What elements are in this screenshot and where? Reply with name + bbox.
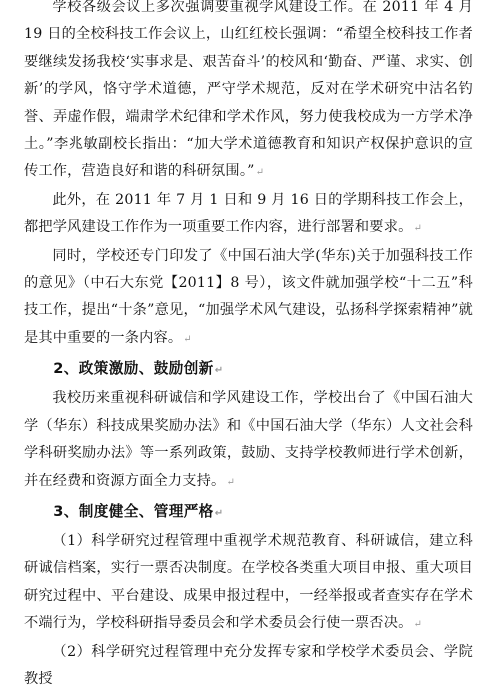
- paragraph-mark-icon: ↵: [214, 365, 224, 377]
- paragraph-reward-policies: 我校历来重视科研诚信和学风建设工作，学校出台了《中国石油大学（华东）科技成果奖励办法》和《中国石油大学（华东）人文社会科学科研奖励办法》等一系列政策，鼓励、支持学校教师进行学术创新，并在经费和资源方面全力支持。↵: [24, 390, 473, 489]
- section-heading-policy-incentives: 2、政策激励、鼓励创新↵: [53, 360, 224, 378]
- paragraph-integrity-veto: （1）科学研究过程管理中重视学术规范教育、科研诚信，建立科研诚信档案，实行一票否决制度。在学校各类重大项目申报、重大项目研究过程中、平台建设、成果申报过程中，一经举报或者查实存在学术不端行为，学校科研指导委员会和学术委员会行使一票否决。↵: [24, 532, 473, 632]
- paragraph-expert-committee: （2）科学研究过程管理中充分发挥专家和学校学术委员会、学院教授: [24, 643, 473, 687]
- paragraph-semester-meetings: 此外，在 2011 年 7 月 1 日和 9 月 16 日的学期科技工作会上，都把学风建设工作作为一项重要工作内容，进行部署和要求。↵: [24, 191, 473, 236]
- paragraph-mark-icon: ↵: [413, 619, 423, 631]
- section-heading-strict-management: 3、制度健全、管理严格↵: [53, 502, 224, 520]
- paragraph-mark-icon: ↵: [255, 167, 265, 179]
- paragraph-mark-icon: ↵: [214, 507, 224, 519]
- paragraph-mark-icon: ↵: [413, 223, 423, 235]
- paragraph-opinion-document: 同时，学校还专门印发了《中国石油大学(华东)关于加强科技工作的意见》（中石大东党【2011】8 号），该文件就加强学校“十二五”科技工作，提出“十条”意见，“加强学术风气建设，弘扬科学探索精神”就是其中重要的一条内容。↵: [24, 247, 473, 346]
- paragraph-meeting-emphasis: 学校各级会议上多次强调要重视学风建设工作。在 2011 年 4 月 19 日的全校科技工作会议上，山红红校长强调：“希望全校科技工作者要继续发扬我校‘实事求是、艰苦奋斗’的校风和‘勤奋、严谨、求实、创新’的学风，恪守学术道德，严守学术规范，反对在学术研究中沽名钓誉、弄虚作假，端肃学术纪律和学术作风，努力使我校成为一方学术净土。”李兆敏副校长指出：“加大学术道德教育和知识产权保护意识的宣传工作，营造良好和谐的科研氛围。”↵: [24, 0, 473, 180]
- paragraph-mark-icon: ↵: [226, 476, 236, 488]
- paragraph-mark-icon: ↵: [183, 333, 192, 345]
